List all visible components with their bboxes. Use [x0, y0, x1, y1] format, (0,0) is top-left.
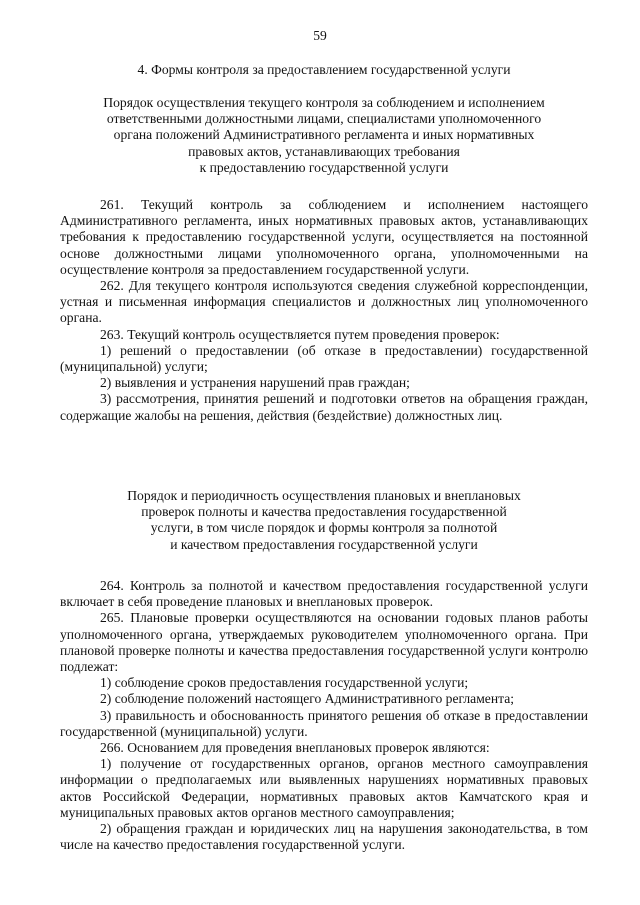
paragraph-265: 265. Плановые проверки осуществляются на основании годовых планов работы уполномоченного органа, утверждаемых руководителем уполномоченного органа. При плановой проверке полноты и качества предоставления государственной услуги контролю подлежат: [60, 610, 588, 675]
paragraph-262: 262. Для текущего контроля используются сведения служебной корреспонденции, устная и письменная информация специалистов и должностных лиц уполномоченного органа. [60, 278, 588, 326]
page-number: 59 [313, 28, 327, 43]
list-item: 1) получение от государственных органов, органов местного самоуправления информации о предполагаемых или выявленных нарушениях нормативных правовых актов Российской Федерации, нормативных правовых актов Камчатского края и муниципальных правовых актов органов местного самоуправления; [60, 756, 588, 820]
section-title: 4. Формы контроля за предоставлением государственной услуги [137, 62, 511, 77]
subheading-line: правовых актов, устанавливающих требования [188, 143, 460, 159]
inspections-section [60, 578, 588, 853]
list-item: 3) правильность и обоснованность принятого решения об отказе в предоставлении государственной (муниципальной) услуги. [60, 707, 588, 739]
paragraph-266: 266. Основанием для проведения внеплановых проверок являются: [100, 740, 490, 756]
subheading-current-control [60, 95, 588, 176]
subheading-line: органа положений Административного регламента и иных нормативных [113, 127, 535, 143]
subheading-line: услуги, в том числе порядок и формы контроля за полнотой [150, 520, 498, 536]
subheading-line: ответственными должностными лицами, специалистами уполномоченного [106, 111, 542, 127]
list-item: 2) выявления и устранения нарушений прав граждан; [100, 375, 410, 391]
list-item: 2) соблюдение положений настоящего Административного регламента; [100, 691, 515, 707]
subheading-line: и качеством предоставления государственной услуги [170, 536, 478, 552]
subheading-line: проверок полноты и качества предоставления государственной [141, 504, 507, 520]
subheading-inspections [60, 488, 588, 553]
paragraph-261: 261. Текущий контроль за соблюдением и исполнением настоящего Административного регламента, иных нормативных правовых актов, устанавливающих требования к предоставлению государственной услуги, осуществляется на постоянной основе должностными лицами уполномоченного органа, уполномоченными на осуществление контроля за предоставлением государственной услуги. [60, 197, 588, 277]
paragraph-263: 263. Текущий контроль осуществляется путем проведения проверок: [100, 326, 500, 342]
paragraph-264: 264. Контроль за полнотой и качеством предоставления государственной услуги включает в себя проведение плановых и внеплановых проверок. [60, 578, 588, 610]
current-control-section [60, 197, 588, 424]
list-item: 1) соблюдение сроков предоставления государственной услуги; [100, 675, 469, 691]
list-item: 3) рассмотрения, принятия решений и подготовки ответов на обращения граждан, содержащие жалобы на решения, действия (бездействие) должностных лиц. [60, 391, 588, 423]
list-item: 1) решений о предоставлении (об отказе в предоставлении) государственной (муниципальной) услуги; [60, 342, 588, 375]
subheading-line: к предоставлению государственной услуги [199, 159, 449, 175]
list-item: 2) обращения граждан и юридических лиц на нарушения законодательства, в том числе на качество предоставления государственной услуги. [60, 821, 588, 853]
subheading-line: Порядок и периодичность осуществления плановых и внеплановых [127, 488, 521, 503]
subheading-line: Порядок осуществления текущего контроля за соблюдением и исполнением [103, 95, 545, 110]
